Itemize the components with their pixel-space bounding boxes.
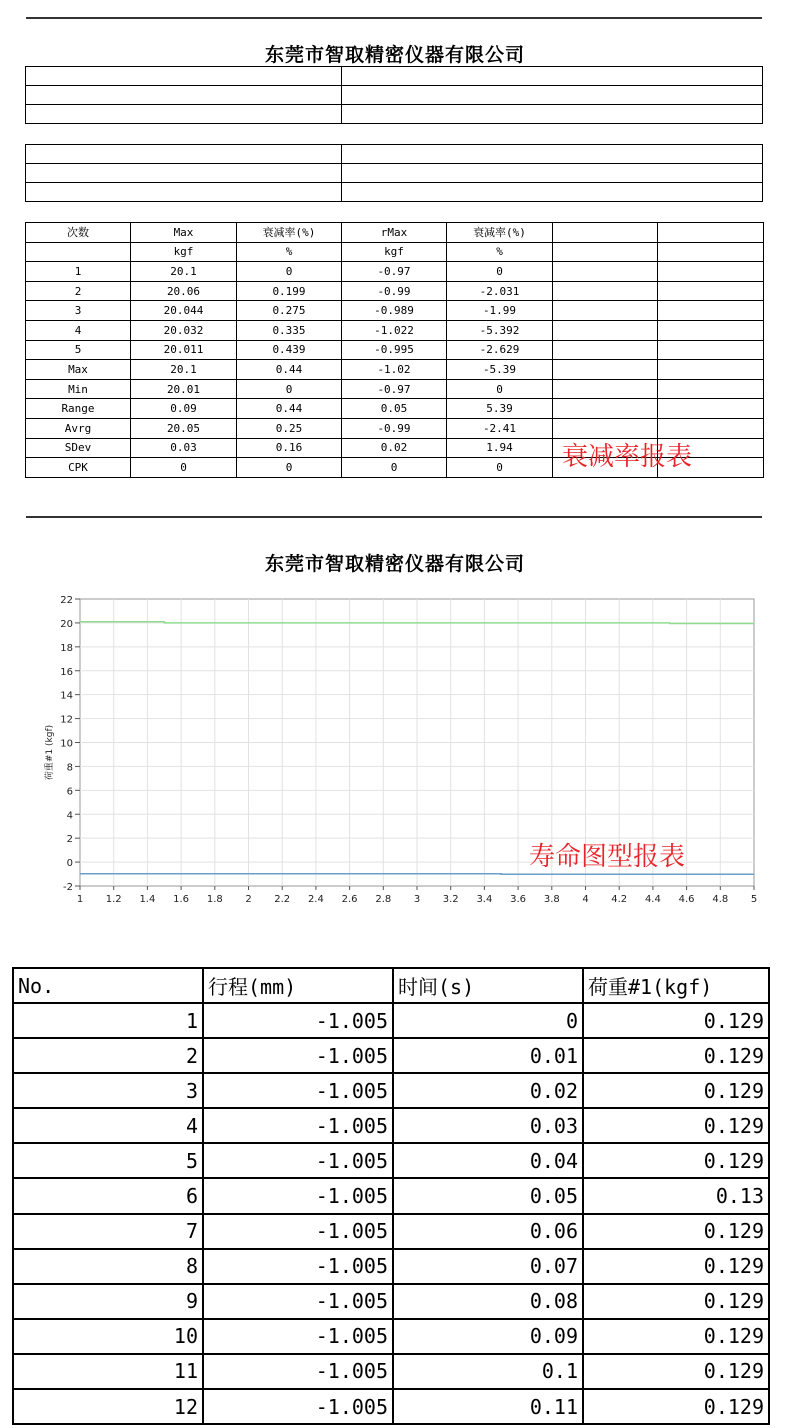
table-cell: 5 xyxy=(13,1143,203,1178)
table-cell: 荷重#1(kgf) xyxy=(583,968,769,1003)
table-cell: No. xyxy=(13,968,203,1003)
table-cell: 0.129 xyxy=(583,1389,769,1424)
table-cell: -0.97 xyxy=(342,262,447,282)
x-tick-label: 2.2 xyxy=(274,894,291,905)
table-cell: kgf xyxy=(342,242,447,262)
table-cell xyxy=(553,379,658,399)
table-cell: 0.129 xyxy=(583,1038,769,1073)
table-row xyxy=(13,1038,769,1073)
table-cell: kgf xyxy=(131,242,237,262)
table-cell: 0.02 xyxy=(393,1073,583,1108)
info-cell xyxy=(26,183,342,202)
table-cell: 0.439 xyxy=(237,340,342,360)
table-cell: -1.005 xyxy=(203,1319,393,1354)
table-cell: Min xyxy=(26,379,131,399)
table-cell xyxy=(553,301,658,321)
header-info-table-1 xyxy=(25,66,763,124)
table-cell xyxy=(658,360,764,380)
table-row xyxy=(13,1214,769,1249)
table-cell: 次数 xyxy=(26,223,131,243)
table-cell: 0.129 xyxy=(583,1073,769,1108)
decay-report-label: 衰减率报表 xyxy=(562,442,693,472)
info-cell xyxy=(26,164,342,183)
table-cell: -2.031 xyxy=(447,281,553,301)
table-cell: 0 xyxy=(447,379,553,399)
table-cell: -0.99 xyxy=(342,418,447,438)
table-cell: 0.275 xyxy=(237,301,342,321)
x-tick-label: 3.4 xyxy=(476,894,493,905)
y-tick-label: 20 xyxy=(60,618,73,630)
y-tick-label: 22 xyxy=(60,595,73,606)
table-cell xyxy=(553,320,658,340)
table-cell: 0.129 xyxy=(583,1108,769,1143)
info-cell xyxy=(26,86,342,105)
table-row xyxy=(26,281,764,301)
life-report-label: 寿命图型报表 xyxy=(529,842,686,872)
x-tick-label: 2.6 xyxy=(341,894,358,905)
table-cell: 0 xyxy=(237,379,342,399)
company-title-2: 东莞市智取精密仪器有限公司 xyxy=(264,553,525,575)
table-row xyxy=(13,1354,769,1389)
table-cell: 0.01 xyxy=(393,1038,583,1073)
table-cell: 0.129 xyxy=(583,1214,769,1249)
table-cell: 0.11 xyxy=(393,1389,583,1424)
table-cell: 3 xyxy=(13,1073,203,1108)
table-cell: 行程(mm) xyxy=(203,968,393,1003)
table-cell: -1.005 xyxy=(203,1003,393,1038)
table-cell xyxy=(658,301,764,321)
table-cell: -1.005 xyxy=(203,1249,393,1284)
table-row xyxy=(13,1108,769,1143)
info-cell xyxy=(342,67,763,86)
table-cell: 0.129 xyxy=(583,1284,769,1319)
table-cell: 4 xyxy=(13,1108,203,1143)
table-cell: 2 xyxy=(26,281,131,301)
x-tick-label: 4.2 xyxy=(611,894,628,905)
table-cell: 5.39 xyxy=(447,399,553,419)
section-rule xyxy=(26,516,762,518)
table-cell: 20.1 xyxy=(131,262,237,282)
table-cell: 0.02 xyxy=(342,438,447,458)
y-tick-label: 16 xyxy=(60,666,73,678)
table-cell: 0.08 xyxy=(393,1284,583,1319)
table-cell: 0.05 xyxy=(342,399,447,419)
y-tick-label: 10 xyxy=(60,738,73,750)
table-row xyxy=(13,1319,769,1354)
x-tick-label: 2.4 xyxy=(307,894,324,905)
table-cell: 1.94 xyxy=(447,438,553,458)
unit-row xyxy=(26,242,764,262)
header-info-table-2 xyxy=(25,144,763,202)
x-tick-label: 5 xyxy=(750,894,758,905)
table-cell: CPK xyxy=(26,458,131,478)
x-tick-label: 1.2 xyxy=(105,894,122,905)
table-cell: Avrg xyxy=(26,418,131,438)
table-cell: Max xyxy=(131,223,237,243)
y-tick-label: 6 xyxy=(66,786,73,798)
table-row xyxy=(13,1073,769,1108)
table-cell xyxy=(553,223,658,243)
info-cell xyxy=(342,86,763,105)
table-cell: 12 xyxy=(13,1389,203,1424)
table-cell: 6 xyxy=(13,1178,203,1213)
y-tick-label: -2 xyxy=(63,882,73,893)
table-cell xyxy=(553,340,658,360)
x-tick-label: 3.2 xyxy=(442,894,459,905)
series-line xyxy=(80,874,754,875)
table-cell: 20.01 xyxy=(131,379,237,399)
table-row xyxy=(13,1249,769,1284)
table-row xyxy=(13,1284,769,1319)
table-cell: -0.989 xyxy=(342,301,447,321)
table-cell: 0 xyxy=(393,1003,583,1038)
y-tick-label: 8 xyxy=(66,762,73,774)
y-tick-label: 14 xyxy=(60,690,73,702)
table-cell xyxy=(658,262,764,282)
table-cell xyxy=(658,379,764,399)
table-cell: 0.03 xyxy=(131,438,237,458)
table-cell xyxy=(658,242,764,262)
x-tick-label: 2.8 xyxy=(375,894,392,905)
table-row xyxy=(26,320,764,340)
table-cell: 衰减率(%) xyxy=(237,223,342,243)
table-cell: 11 xyxy=(13,1354,203,1389)
y-tick-label: 12 xyxy=(60,714,73,726)
table-cell: -1.005 xyxy=(203,1178,393,1213)
table-cell xyxy=(553,262,658,282)
table-cell: 20.011 xyxy=(131,340,237,360)
table-cell: 0.335 xyxy=(237,320,342,340)
table-cell: -1.005 xyxy=(203,1143,393,1178)
table-cell: 0 xyxy=(131,458,237,478)
table-cell: -0.97 xyxy=(342,379,447,399)
table-cell: 0.06 xyxy=(393,1214,583,1249)
table-cell: 0.44 xyxy=(237,399,342,419)
table-cell: 0 xyxy=(447,458,553,478)
info-cell xyxy=(342,183,763,202)
table-cell: 0.16 xyxy=(237,438,342,458)
table-cell: -1.005 xyxy=(203,1073,393,1108)
info-cell xyxy=(26,67,342,86)
table-cell: -1.005 xyxy=(203,1284,393,1319)
table-cell: 0.199 xyxy=(237,281,342,301)
table-cell: -0.995 xyxy=(342,340,447,360)
table-cell: Range xyxy=(26,399,131,419)
table-cell: 时间(s) xyxy=(393,968,583,1003)
table-cell: 8 xyxy=(13,1249,203,1284)
table-cell: 0.04 xyxy=(393,1143,583,1178)
x-tick-label: 1 xyxy=(76,894,84,905)
table-cell: -1.02 xyxy=(342,360,447,380)
table-row xyxy=(13,1143,769,1178)
info-cell xyxy=(26,145,342,164)
info-cell xyxy=(26,105,342,124)
table-row xyxy=(26,340,764,360)
table-cell: 4 xyxy=(26,320,131,340)
table-cell: 0.1 xyxy=(393,1354,583,1389)
table-cell: 0 xyxy=(447,262,553,282)
x-tick-label: 4.8 xyxy=(712,894,729,905)
table-row xyxy=(13,1178,769,1213)
table-cell: 10 xyxy=(13,1319,203,1354)
table-cell: SDev xyxy=(26,438,131,458)
table-cell: 1 xyxy=(13,1003,203,1038)
table-cell: 5 xyxy=(26,340,131,360)
table-cell: -1.005 xyxy=(203,1038,393,1073)
table-cell: 0.05 xyxy=(393,1178,583,1213)
table-cell: -1.022 xyxy=(342,320,447,340)
y-tick-label: 2 xyxy=(66,834,73,846)
table-row xyxy=(26,301,764,321)
table-cell: 7 xyxy=(13,1214,203,1249)
table-cell: 20.05 xyxy=(131,418,237,438)
table-cell: -1.99 xyxy=(447,301,553,321)
table-cell xyxy=(658,320,764,340)
table-row xyxy=(26,262,764,282)
table-cell: 0.25 xyxy=(237,418,342,438)
table-cell xyxy=(553,281,658,301)
table-cell: 0.129 xyxy=(583,1003,769,1038)
table-row xyxy=(26,360,764,380)
info-cell xyxy=(342,164,763,183)
table-cell: -5.39 xyxy=(447,360,553,380)
y-axis-label: 荷重#1 (kgf) xyxy=(45,724,55,781)
table-cell: -1.005 xyxy=(203,1214,393,1249)
table-cell: 0 xyxy=(237,458,342,478)
table-cell: 衰减率(%) xyxy=(447,223,553,243)
table-cell: 0.03 xyxy=(393,1108,583,1143)
table-cell: 0.07 xyxy=(393,1249,583,1284)
table-cell: -5.392 xyxy=(447,320,553,340)
table-cell: -0.99 xyxy=(342,281,447,301)
table-cell: -2.41 xyxy=(447,418,553,438)
table-cell xyxy=(553,399,658,419)
table-row xyxy=(13,1003,769,1038)
table-cell: 20.044 xyxy=(131,301,237,321)
company-title-1: 东莞市智取精密仪器有限公司 xyxy=(264,44,525,66)
x-tick-label: 4.6 xyxy=(678,894,695,905)
x-tick-label: 1.4 xyxy=(139,894,156,905)
table-cell xyxy=(658,223,764,243)
table-cell: Max xyxy=(26,360,131,380)
table-cell: rMax xyxy=(342,223,447,243)
y-tick-label: 18 xyxy=(60,642,73,654)
table-cell: 9 xyxy=(13,1284,203,1319)
table-cell: 0.129 xyxy=(583,1249,769,1284)
table-row xyxy=(26,379,764,399)
table-cell: 0.129 xyxy=(583,1354,769,1389)
table-cell xyxy=(553,360,658,380)
table-cell: 1 xyxy=(26,262,131,282)
header-row xyxy=(26,223,764,243)
table-cell: 0.129 xyxy=(583,1143,769,1178)
table-cell: 0 xyxy=(237,262,342,282)
header-row xyxy=(13,968,769,1003)
table-cell: -1.005 xyxy=(203,1389,393,1424)
x-tick-label: 4.4 xyxy=(644,894,661,905)
table-cell: -1.005 xyxy=(203,1108,393,1143)
table-row xyxy=(13,1389,769,1424)
table-cell: -1.005 xyxy=(203,1354,393,1389)
x-tick-label: 3.8 xyxy=(543,894,560,905)
table-cell xyxy=(658,281,764,301)
table-cell: % xyxy=(447,242,553,262)
x-tick-label: 4 xyxy=(582,894,589,905)
life-cycle-chart xyxy=(40,588,758,926)
x-tick-label: 1.6 xyxy=(173,894,190,905)
table-cell: 0.09 xyxy=(131,399,237,419)
y-tick-label: 4 xyxy=(66,810,73,822)
table-cell: 0.09 xyxy=(393,1319,583,1354)
info-cell xyxy=(342,105,763,124)
table-cell: % xyxy=(237,242,342,262)
table-cell xyxy=(658,399,764,419)
x-tick-label: 3.6 xyxy=(510,894,527,905)
table-cell: 20.1 xyxy=(131,360,237,380)
x-tick-label: 1.8 xyxy=(206,894,223,905)
table-cell xyxy=(658,340,764,360)
info-cell xyxy=(342,145,763,164)
table-cell xyxy=(553,242,658,262)
table-cell: 2 xyxy=(13,1038,203,1073)
y-tick-label: 0 xyxy=(66,858,73,870)
table-cell: 20.06 xyxy=(131,281,237,301)
table-cell: 0 xyxy=(342,458,447,478)
table-cell: 0.13 xyxy=(583,1178,769,1213)
table-cell: 20.032 xyxy=(131,320,237,340)
top-rule xyxy=(26,17,762,19)
table-cell: 0.44 xyxy=(237,360,342,380)
table-cell: 0.129 xyxy=(583,1319,769,1354)
table-cell: -2.629 xyxy=(447,340,553,360)
raw-data-table xyxy=(12,967,770,1425)
table-cell: 3 xyxy=(26,301,131,321)
x-tick-label: 2 xyxy=(245,894,252,905)
table-row xyxy=(26,399,764,419)
table-cell xyxy=(26,242,131,262)
x-tick-label: 3 xyxy=(413,894,421,905)
